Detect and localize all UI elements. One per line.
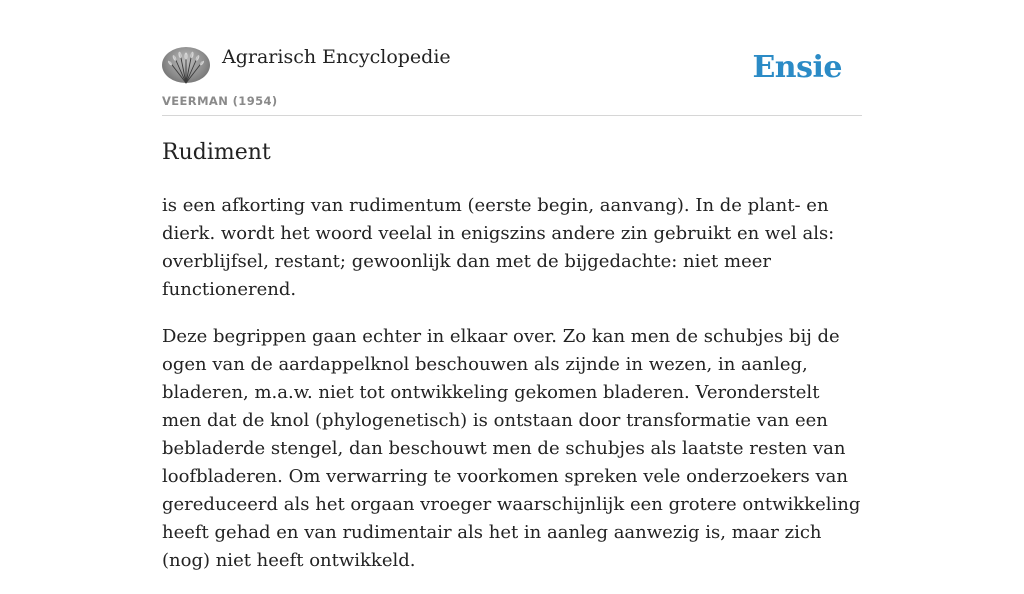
article-header — [162, 0, 862, 116]
edition-label: VEERMAN (1954) — [162, 94, 278, 108]
encyclopedia-name[interactable]: Agrarisch Encyclopedie — [222, 46, 451, 68]
paragraph: is een afkorting van rudimentum (eerste begin, aanvang). In de plant- en dierk. wordt het woord veelal in enigszins andere zin gebruikt en wel als: overblijfsel, restant; gewoonlijk dan met de bijgedachte: niet meer functionerend. — [162, 195, 835, 300]
article-container — [162, 0, 862, 571]
page-title: Rudiment — [162, 140, 271, 165]
brand-logo-link[interactable]: Ensie — [752, 50, 842, 85]
article-body — [162, 192, 862, 594]
wheat-sheaf-icon[interactable] — [162, 47, 210, 83]
paragraph: Deze begrippen gaan echter in elkaar over. Zo kan men de schubjes bij de ogen van de aardappelknol beschouwen als zijnde in wezen, in aanleg, bladeren, m.a.w. niet tot ontwikkeling gekomen bladeren. Veronderstelt men dat de knol (phylogenetisch) is ontstaan door transformatie van een bebladerde stengel, dan beschouwt men de schubjes als laatste resten van loofbladeren. Om verwarring te voorkomen spreken vele onderzoekers van gereduceerd als het orgaan vroeger waarschijnlijk een grotere ontwikkeling heeft gehad en van rudimentair als het in aanleg aanwezig is, maar zich (nog) niet heeft ontwikkeld. — [162, 326, 861, 571]
